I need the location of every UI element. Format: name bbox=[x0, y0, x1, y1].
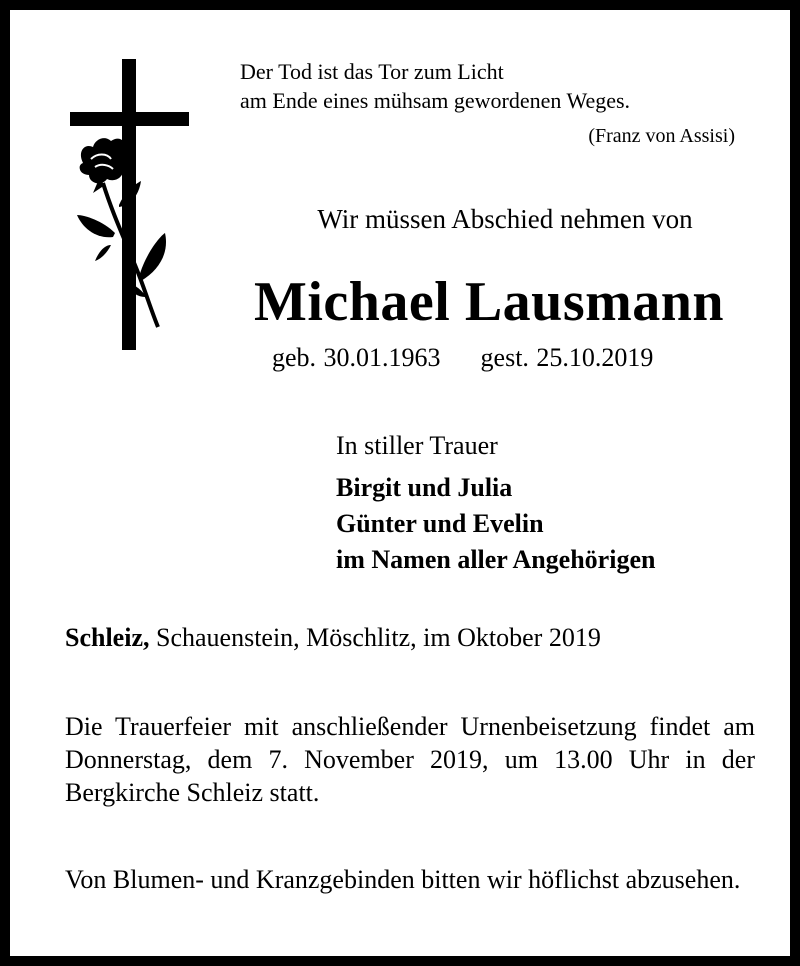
location-rest: Schauenstein, Möschlitz, im Oktober 2019 bbox=[156, 623, 601, 652]
funeral-info: Die Trauerfeier mit anschließender Urnenbeisetzung findet am Donnerstag, dem 7. November 2019, um 13.00 Uhr in der Bergkirche Schleiz statt. bbox=[65, 712, 755, 807]
mourner-line: im Namen aller Angehörigen bbox=[336, 545, 656, 574]
mourner-line: Birgit und Julia bbox=[336, 473, 513, 502]
flowers-note: Von Blumen- und Kranzgebinden bitten wir höflichst abzusehen. bbox=[65, 865, 741, 894]
mourners-list bbox=[336, 470, 655, 578]
life-dates bbox=[272, 343, 653, 373]
quote-line-2: am Ende eines mühsam gewordenen Weges. bbox=[240, 88, 631, 113]
birth-date: geb. 30.01.1963 bbox=[272, 343, 441, 372]
quote-line-1: Der Tod ist das Tor zum Licht bbox=[240, 59, 504, 84]
location-main: Schleiz, bbox=[65, 623, 150, 652]
location-date bbox=[65, 623, 601, 653]
quote-author: (Franz von Assisi) bbox=[588, 125, 735, 147]
deceased-name: Michael Lausmann bbox=[254, 271, 725, 333]
mourner-line: Günter und Evelin bbox=[336, 509, 544, 538]
death-date: gest. 25.10.2019 bbox=[480, 343, 654, 372]
quote bbox=[240, 57, 630, 115]
mourning-heading: In stiller Trauer bbox=[336, 431, 498, 460]
intro-text: Wir müssen Abschied nehmen von bbox=[317, 204, 693, 234]
